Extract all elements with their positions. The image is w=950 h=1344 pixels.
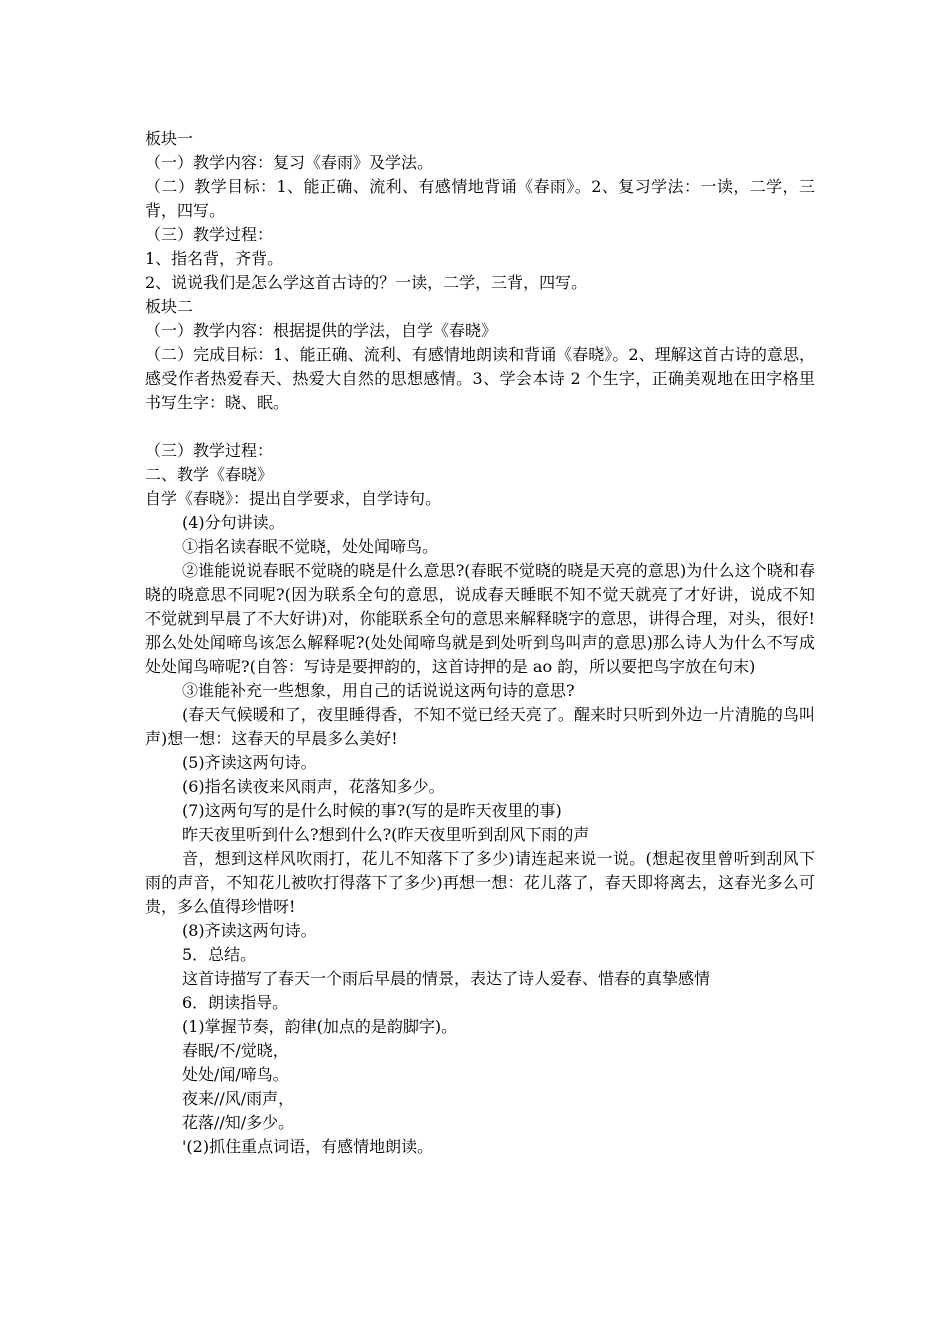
blank-line <box>145 415 815 439</box>
paragraph: （一）教学内容：复习《春雨》及学法。 <box>145 153 434 172</box>
paragraph: 昨天夜里听到什么?想到什么?(昨天夜里听到刮风下雨的声 <box>182 825 590 844</box>
paragraph: 1、指名背，齐背。 <box>145 249 284 268</box>
paragraph: （一）教学内容：根据提供的学法，自学《春晓》 <box>145 321 498 340</box>
document-page <box>145 127 815 1159</box>
paragraph: ③谁能补充一些想象，用自己的话说说这两句诗的意思? <box>182 681 575 700</box>
paragraph: （二）完成目标：1、能正确、流利、有感情地朗读和背诵《春晓》。2、理解这首古诗的意思，感受作者热爱春天、热爱大自然的思想感情。3、学会本诗 2 个生字，正确美观地在田字格里书写生字：晓、眠。 <box>145 345 815 412</box>
paragraph: （三）教学过程： <box>145 225 274 244</box>
paragraph: (4)分句讲读。 <box>182 513 285 532</box>
section-heading-2: 板块二 <box>145 297 194 316</box>
paragraph: 自学《春晓》：提出自学要求，自学诗句。 <box>145 489 442 508</box>
paragraph: (8)齐读这两句诗。 <box>182 921 317 940</box>
paragraph: 二、教学《春晓》 <box>145 465 274 484</box>
paragraph: 音，想到这样风吹雨打，花儿不知落下了多少)请连起来说一说。(想起夜里曾听到刮风下雨的声音，不知花儿被吹打得落下了多少)再想一想：花儿落了，春天即将离去，这春光多么可贵，多么值得珍惜呀! <box>145 849 815 916</box>
paragraph: (6)指名读夜来风雨声，花落知多少。 <box>182 777 445 796</box>
paragraph: (1)掌握节奏，韵律(加点的是韵脚字)。 <box>182 1017 458 1036</box>
section-heading-1: 板块一 <box>145 129 194 148</box>
poem-line: 春眠/不/觉晓， <box>182 1041 289 1060</box>
paragraph: 5．总结。 <box>182 945 257 964</box>
paragraph: (春天气候暖和了，夜里睡得香，不知不觉已经天亮了。醒来时只听到外边一片清脆的鸟叫声)想一想：这春天的早晨多么美好! <box>145 705 815 748</box>
paragraph: 2、说说我们是怎么学这首古诗的？一读，二学，三背，四写。 <box>145 273 588 292</box>
paragraph: ②谁能说说春眠不觉晓的晓是什么意思?(春眠不觉晓的晓是天亮的意思)为什么这个晓和春晓的晓意思不同呢?(因为联系全句的意思，说成春天睡眠不知不觉天就亮了才好讲，说成不知不觉就到早晨了不大好讲)对，你能联系全句的意思来解释晓字的意思，讲得合理，对头，很好!那么处处闻啼鸟该怎么解释呢?(处处闻啼鸟就是到处听到鸟叫声的意思)那么诗人为什么不写成处处闻鸟啼呢?(自答：写诗是要押韵的，这首诗押的是 ao 韵，所以要把鸟字放在句末) <box>145 561 815 676</box>
paragraph: ①指名读春眠不觉晓，处处闻啼鸟。 <box>182 537 439 556</box>
paragraph: （二）教学目标：1、能正确、流利、有感情地背诵《春雨》。2、复习学法：一读，二学，三背，四写。 <box>145 177 815 220</box>
paragraph: (7)这两句写的是什么时候的事?(写的是昨天夜里的事) <box>182 801 562 820</box>
poem-line: 花落//知/多少。 <box>182 1113 295 1132</box>
paragraph: 6．朗读指导。 <box>182 993 289 1012</box>
poem-line: 夜来//风/雨声， <box>182 1089 295 1108</box>
poem-line: 处处/闻/啼鸟。 <box>182 1065 289 1084</box>
paragraph: （三）教学过程： <box>145 441 274 460</box>
paragraph: 这首诗描写了春天一个雨后早晨的情景，表达了诗人爱春、惜春的真挚感情 <box>182 969 711 988</box>
paragraph: '(2)抓住重点词语，有感情地朗读。 <box>182 1137 434 1156</box>
paragraph: (5)齐读这两句诗。 <box>182 753 317 772</box>
